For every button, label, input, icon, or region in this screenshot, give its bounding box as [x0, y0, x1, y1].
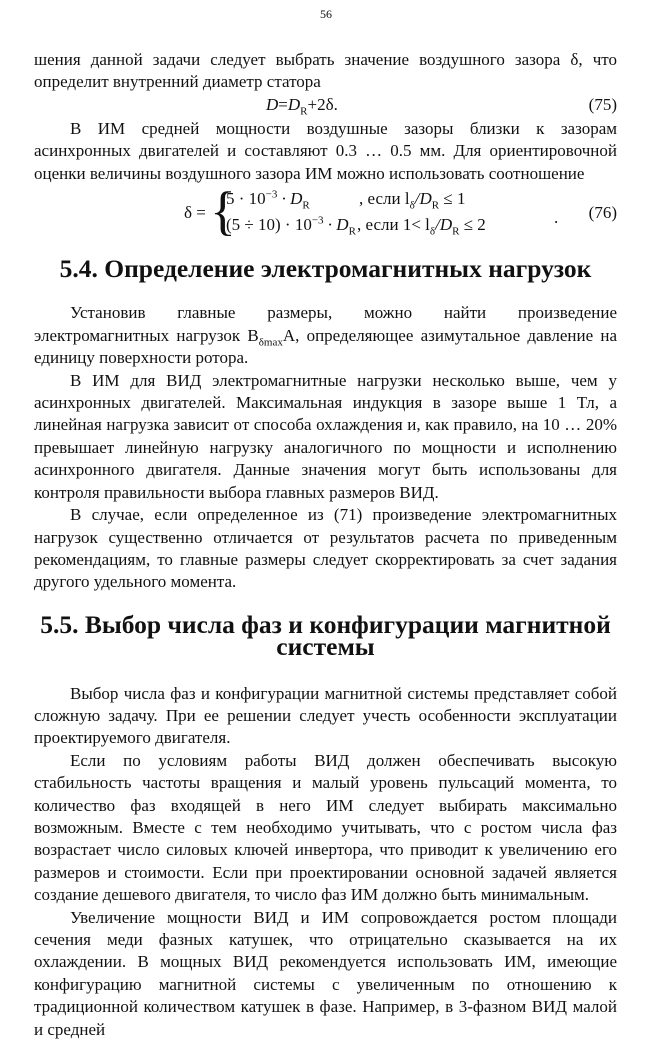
equation-76-case2: $(5 \div 10) \cdot 10^{-3} \cdot D_R$	[226, 214, 356, 238]
paragraph-gaps: В ИМ средней мощности воздушные зазоры близки к зазорам асинхронных двигателей и составляют 0.3 … 0.5 мм. Для ориентировочной оценки величины воздушного зазора ИМ можно использовать соотношение	[34, 118, 617, 183]
equation-76-number: (76)	[588, 203, 617, 223]
equation-76-brace: {	[210, 181, 236, 242]
paragraph-phases-2: Если по условиям работы ВИД должен обеспечивать высокую стабильность частоты вращения и малый уровень пульсаций момента, то количество фаз входящей в него ИМ следует выбирать максимально возможным. Вместе с тем необходимо учитывать, что с ростом числа фаз возрастает число силовых ключей инвертора, что приводит к увеличению его размеров и стоимости. Если при проектировании основной задачей является создание дешевого двигателя, то число фаз ИМ должно быть минимальным.	[34, 750, 617, 905]
equation-75-formula: $D=D_R+2\delta$.	[266, 94, 338, 118]
equation-76-dot: .	[554, 208, 559, 228]
paragraph-loads-2: В ИМ для ВИД электромагнитные нагрузки несколько выше, чем у асинхронных двигателей. Максимальная индукция в зазоре выше 1 Тл, а линейная нагрузка зависит от способа охлаждения и, как правило, на 10 … 20% превышает линейную нагрузку аналогичного по мощности и исполнению асинхронного двигателя. Данные значения могут быть использованы для контроля правильности выбора главных размеров ВИД.	[34, 370, 617, 502]
page-content	[34, 49, 617, 1041]
equation-75-number: (75)	[588, 94, 617, 114]
paragraph-phases-1: Выбор числа фаз и конфигурации магнитной системы представляет собой сложную задачу. При ее решении следует учесть особенности эксплуатации проектируемого двигателя.	[34, 683, 617, 748]
paragraph-loads-1: Установив главные размеры, можно найти произведение электромагнитных нагрузок $B_{\delta max}A$, определяющее азимутальное давление на единицу поверхности ротора.	[34, 303, 617, 368]
page-number: 56	[320, 7, 332, 21]
section-heading-5-4: 5.4. Определение электромагнитных нагрузок	[59, 254, 592, 284]
equation-75	[34, 94, 617, 118]
equation-76	[34, 181, 617, 242]
paragraph-loads-3: В случае, если определенное из (71) произведение электромагнитных нагрузок существенно отличается от результатов расчета по приведенным рекомендациям, то главные размеры следует скорректировать за счет задания другого удельного момента.	[34, 505, 617, 592]
equation-76-case1: $5 \cdot 10^{-3} \cdot D_R$	[226, 188, 310, 212]
equation-76-condition1: , если $l_\delta/D_R \le 1$	[359, 189, 466, 212]
equation-76-condition2: , если $1< l_\delta/D_R \le 2$	[357, 215, 486, 238]
paragraph-intro: шения данной задачи следует выбрать значение воздушного зазора δ, что определит внутренний диаметр статора	[34, 50, 617, 92]
section-heading-5-5: 5.5. Выбор числа фаз и конфигурации магнитной системы	[40, 609, 611, 662]
equation-76-lhs: δ =	[184, 203, 206, 223]
paragraph-phases-3: Увеличение мощности ВИД и ИМ сопровождается ростом площади сечения меди фазных катушек, что отрицательно сказывается на их охлаждении. В мощных ВИД рекомендуется использовать ИМ, имеющие конфигурацию магнитной системы с увеличенным по отношению к традиционной количеством катушек в фазе. Например, в 3-фазном ВИД малой и средней	[34, 907, 617, 1039]
